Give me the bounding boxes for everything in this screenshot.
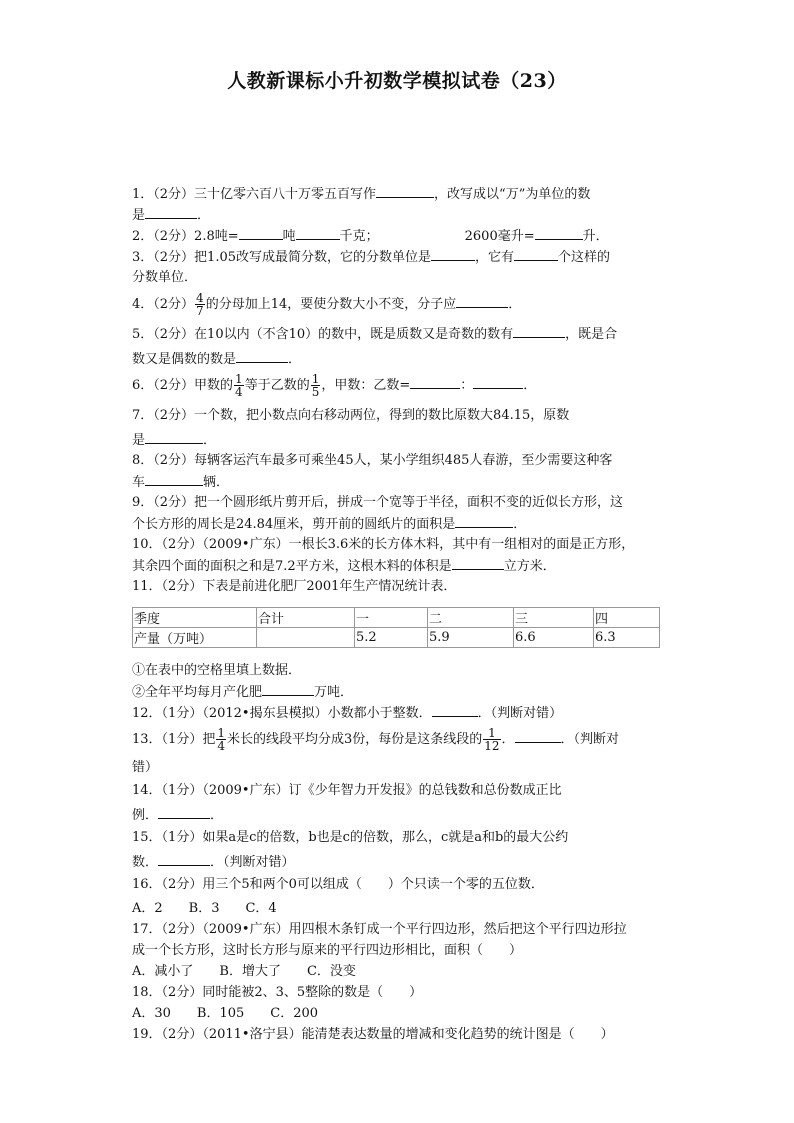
answer-blank[interactable] (262, 681, 314, 696)
question-7-cont: 是 ． (132, 429, 662, 450)
table-cell: 5.2 (355, 628, 428, 648)
question-15-cont: 数． ．（判断对错） (132, 851, 662, 872)
table-blank-cell[interactable] (257, 628, 355, 648)
question-9-cont: 个长方形的周长是24.84厘米，剪开前的圆纸片的面积是 ． (132, 513, 662, 534)
question-19: 19．（2分）（2011•洛宁县）能清楚表达数量的增减和变化趋势的统计图是（ ） (132, 1027, 614, 1042)
question-list (132, 183, 662, 1045)
question-18-options: A．30 B．105 C．200 (132, 1006, 319, 1021)
fraction: $\frac{1}{4}$ (217, 726, 225, 753)
table-header-row (133, 608, 660, 628)
answer-blank[interactable] (145, 204, 197, 219)
question-3-cont: 分数单位． (132, 270, 198, 285)
question-16: 16．（2分）用三个5和两个0可以组成（ ）个只读一个零的五位数． (132, 877, 544, 892)
answer-blank[interactable] (410, 374, 460, 389)
question-11-part-1: ①在表中的空格里填上数据． (132, 663, 302, 678)
answer-blank[interactable] (514, 246, 558, 261)
question-18: 18．（2分）同时能被2、3、5整除的数是（ ） (132, 985, 423, 1000)
fraction: $\frac{1}{5}$ (311, 372, 320, 399)
question-10-cont: 其余四个面的面积之和是7.2平方米，这根木料的体积是 立方米． (132, 555, 662, 576)
table-cell: 三 (514, 608, 594, 628)
answer-blank[interactable] (158, 851, 210, 866)
question-15: 15．（1分）如果a是c的倍数，b也是c的倍数，那么，c就是a和b的最大公约 (132, 830, 569, 845)
question-11-part-2: ②全年平均每月产化肥 万吨． (132, 681, 662, 702)
question-4: 4．（2分） $\frac{4}{7}$ 的分母加上14，要使分数大小不变，分子应 ． (132, 291, 522, 318)
question-1-cont: 是 ． (132, 204, 662, 225)
fraction: $\frac{4}{7}$ (196, 291, 204, 318)
answer-blank[interactable] (473, 374, 523, 389)
question-6: 6．（2分）甲数的 $\frac{1}{4}$ 等于乙数的 $\frac{1}{5}$ ，甲数：乙数= ： ． (132, 372, 537, 399)
question-7: 7．（2分）一个数，把小数点向右移动两位，得到的数比原数大84.15，原数 (132, 408, 570, 423)
answer-blank[interactable] (296, 225, 340, 240)
question-8-cont: 车 辆． (132, 471, 662, 492)
answer-blank[interactable] (455, 513, 513, 528)
question-11: 11．（2分）下表是前进化肥厂2001年生产情况统计表． (132, 579, 457, 594)
production-table (132, 607, 660, 648)
question-1: 1．（2分）三十亿零六百八十万零五百写作 ，改写成以“万”为单位的数 (132, 183, 662, 204)
answer-blank[interactable] (158, 804, 210, 819)
table-cell: 季度 (133, 608, 257, 628)
table-cell: 二 (428, 608, 514, 628)
answer-blank[interactable] (452, 555, 504, 570)
answer-blank[interactable] (431, 246, 475, 261)
table-cell: 产量（万吨） (133, 628, 257, 648)
question-17-cont: 成一个长方形，这时长方形与原来的平行四边形相比，面积（ ） (132, 943, 523, 958)
answer-blank[interactable] (145, 471, 203, 486)
question-16-options: A．2 B．3 C．4 (132, 901, 277, 916)
answer-blank[interactable] (432, 702, 478, 717)
question-17-options: A．减小了 B．增大了 C．没变 (132, 964, 356, 979)
table-cell: 6.6 (514, 628, 594, 648)
answer-blank[interactable] (376, 183, 434, 198)
question-14-cont: 例． ． (132, 804, 662, 825)
question-2: 2．（2分）2.8吨= 吨 千克； 2600毫升= 升． (132, 225, 662, 246)
answer-blank[interactable] (513, 323, 565, 338)
question-8: 8．（2分）每辆客运汽车最多可乘坐45人，某小学组织485人春游，至少需要这种客 (132, 453, 613, 468)
question-14: 14．（1分）（2009•广东）订《少年智力开发报》的总钱数和总份数成正比 (132, 783, 562, 798)
table-cell: 四 (594, 608, 660, 628)
answer-blank[interactable] (236, 348, 288, 363)
answer-blank[interactable] (456, 293, 508, 308)
answer-blank[interactable] (145, 429, 203, 444)
question-5-cont: 数又是偶数的数是 ． (132, 348, 662, 369)
question-9: 9．（2分）把一个圆形纸片剪开后，拼成一个宽等于半径，面积不变的近似长方形，这 (132, 495, 624, 510)
question-13: 13．（1分）把 $\frac{1}{4}$ 米长的线段平均分成3份，每份是这条线段的 $\frac{1}{12}$ ． ．（判断对 (132, 726, 620, 753)
table-row (133, 628, 660, 648)
answer-blank[interactable] (239, 225, 283, 240)
question-17: 17．（2分）（2009•广东）用四根木条钉成一个平行四边形，然后把这个平行四边形拉 (132, 922, 627, 937)
answer-blank[interactable] (535, 225, 583, 240)
question-10: 10．（2分）（2009•广东）一根长3.6米的长方体木料，其中有一组相对的面是正方形， (132, 537, 635, 552)
fraction: $\frac{1}{4}$ (235, 372, 243, 399)
table-cell: 6.3 (594, 628, 660, 648)
table-cell: 一 (355, 608, 428, 628)
question-5: 5．（2分）在10以内（不含10）的数中，既是质数又是奇数的数有 ，既是合 (132, 322, 662, 348)
question-13-cont: 错） (132, 760, 159, 775)
fraction: $\frac{1}{12}$ (484, 726, 500, 753)
answer-blank[interactable] (515, 728, 561, 743)
page-title: 人教新课标小升初数学模拟试卷（23） (227, 70, 567, 92)
question-12: 12．（1分）（2012•揭东县模拟）小数都小于整数． ．（判断对错） (132, 702, 662, 723)
table-cell[interactable]: 合计 (257, 608, 355, 628)
question-3: 3．（2分）把1.05改写成最简分数，它的分数单位是 ，它有 个这样的 (132, 246, 662, 267)
table-cell: 5.9 (428, 628, 514, 648)
